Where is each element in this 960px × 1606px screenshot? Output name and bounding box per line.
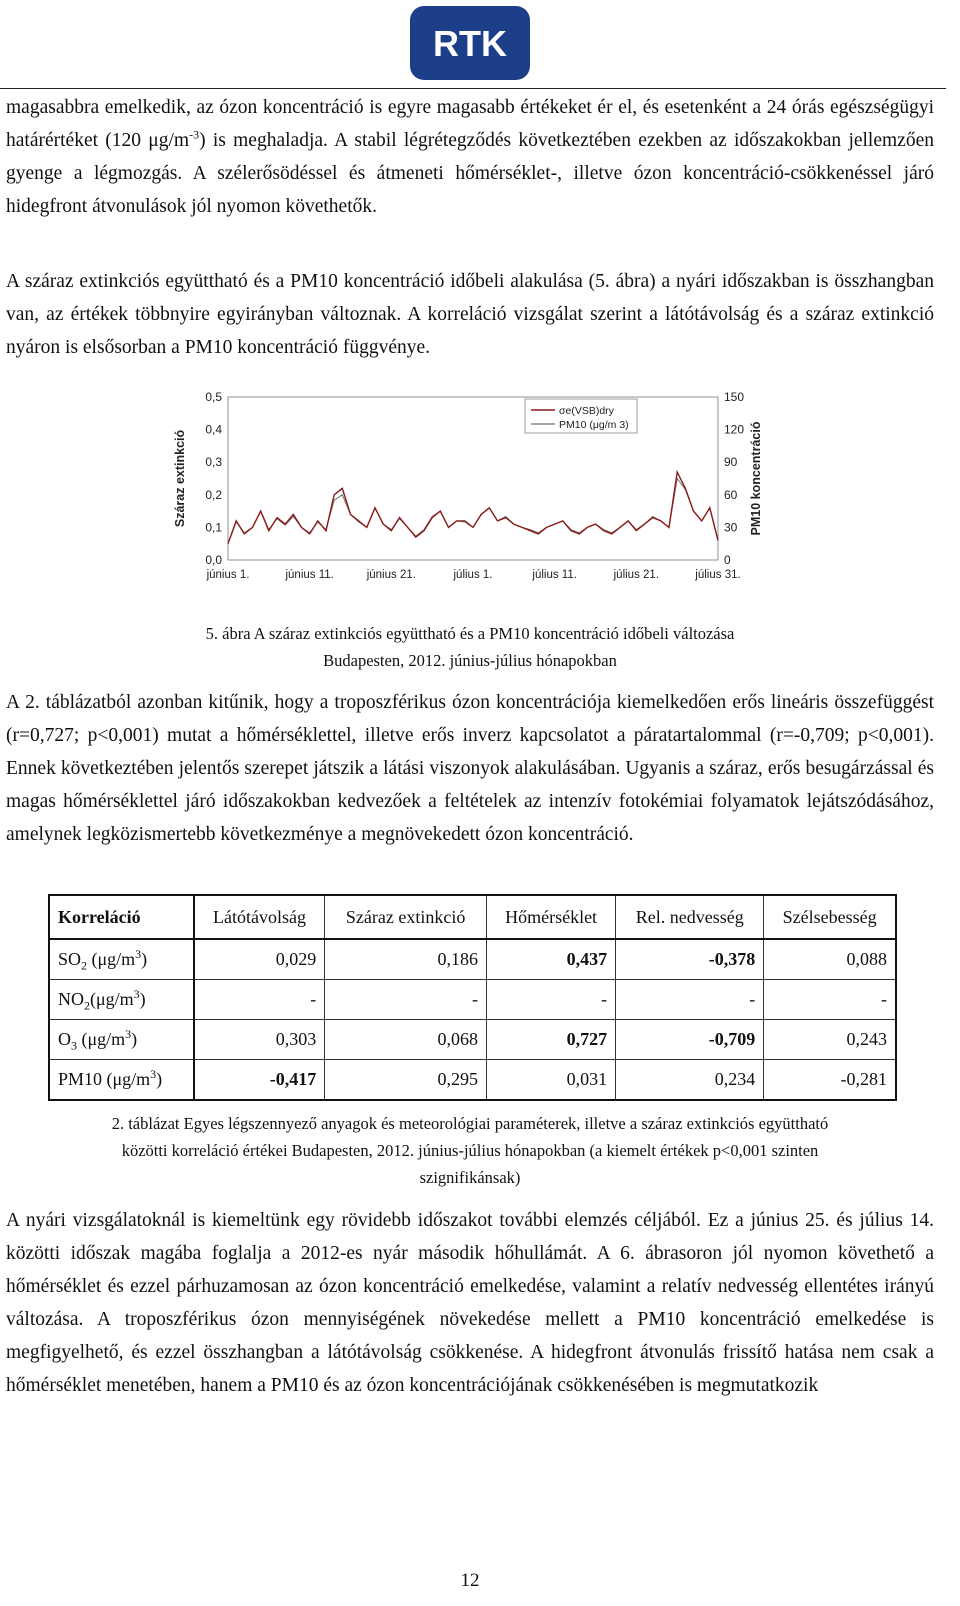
row-label-base: PM10 (μg/m <box>58 1069 151 1089</box>
table-header-cell: Szélsebesség <box>764 895 896 939</box>
table-cell: 0,088 <box>764 939 896 980</box>
row-label-sup: 3 <box>125 1027 132 1041</box>
figure-caption-line-1: 5. ábra A száraz extinkciós együttható és a PM10 koncentráció időbeli változása <box>205 624 735 643</box>
row-label-unit: (μg/m <box>87 949 136 969</box>
y-tick-label: 0,1 <box>205 520 222 535</box>
table-row <box>49 1020 896 1060</box>
row-label-end: ) <box>131 1029 138 1049</box>
table-cell: - <box>616 980 764 1020</box>
row-label-no2 <box>49 980 194 1020</box>
table-cell: -0,709 <box>616 1020 764 1060</box>
table-row <box>49 939 896 980</box>
extinction-pm10-chart <box>170 385 770 590</box>
table-header-cell: Látótávolság <box>194 895 325 939</box>
row-label-so2 <box>49 939 194 980</box>
paragraph-1 <box>6 91 934 223</box>
table-cell: 0,243 <box>764 1020 896 1060</box>
header-rule <box>0 88 946 89</box>
y-tick-label: 0,4 <box>205 422 222 437</box>
row-label-end: ) <box>156 1069 163 1089</box>
x-tick-label: július 11. <box>532 569 577 581</box>
x-tick-label: július 1. <box>453 569 493 581</box>
table-cell: 0,031 <box>487 1060 616 1101</box>
table-caption-line-3: szignifikánsak) <box>419 1168 521 1187</box>
table-cell: 0,303 <box>194 1020 325 1060</box>
row-label-unit: (μg/m <box>90 989 134 1009</box>
plot-area <box>228 397 718 560</box>
table-cell: 0,186 <box>325 939 487 980</box>
correlation-table <box>48 894 897 1101</box>
row-label-sup: 3 <box>150 1067 157 1081</box>
figure-caption-line-2: Budapesten, 2012. június-július hónapokban <box>323 651 617 670</box>
row-label-base: SO <box>58 949 82 969</box>
table-caption-line-1: 2. táblázat Egyes légszennyező anyagok és meteorológiai paraméterek, illetve a száraz extinkciós együttható <box>111 1114 829 1133</box>
x-tick-label: június 21. <box>366 569 416 581</box>
paragraph-4: A nyári vizsgálatoknál is kiemeltünk egy rövidebb időszakot további elemzés céljából. Ez a június 25. és július 14. közötti időszak magába foglalja a 2012-es nyár második hőhullámát. A 6. ábrasoron jól nyomon követhető a hőmérséklet és ezzel párhuzamosan az ózon koncentráció emelkedése, valamint a relatív nedvesség ellentétes irányú változása. A troposzférikus ózon mennyiségének növekedése mellett a PM10 koncentráció emelkedése is megfigyelhető, és ezzel összhangban a látótávolság csökkenése. A hidegfront átvonulás frissítő hatása nem csak a hőmérséklet menetében, hanem a PM10 és az ózon koncentrációjának csökkenésében is megmutatkozik <box>6 1210 934 1396</box>
table-header-cell: Száraz extinkció <box>325 895 487 939</box>
x-tick-label: július 31. <box>695 569 741 581</box>
y-tick-label: 0,0 <box>205 553 222 567</box>
table-cell: 0,068 <box>325 1020 487 1060</box>
table-cell: 0,727 <box>487 1020 616 1060</box>
table-caption <box>30 1110 910 1191</box>
table-cell: - <box>325 980 487 1020</box>
y2-axis-title: PM10 koncentráció <box>749 421 763 536</box>
legend-label-extinction: σe(VSB)dry <box>559 405 614 417</box>
table-header-cell: Hőmérséklet <box>487 895 616 939</box>
table-header-cell: Korreláció <box>49 895 194 939</box>
paragraph-1-text-a: magasabbra emelkedik, az ózon koncentráció is egyre magasabb értékeket ér el, és esetenként a 24 órás egészségügyi határértéket (120 μg/m <box>6 97 934 151</box>
rtk-logo <box>410 6 530 80</box>
table-row <box>49 980 896 1020</box>
table-cell: -0,378 <box>616 939 764 980</box>
x-tick-label: június 1. <box>206 569 250 581</box>
row-label-end: ) <box>141 949 148 969</box>
row-label-sup: 3 <box>135 947 142 961</box>
legend-label-pm10: PM10 (μg/m 3) <box>559 419 629 431</box>
table-header-row <box>49 895 896 939</box>
table-cell: 0,234 <box>616 1060 764 1101</box>
logo-text: RTK <box>433 23 507 64</box>
y2-tick-label: 60 <box>724 487 738 502</box>
table-cell: 0,295 <box>325 1060 487 1101</box>
x-tick-label: június 11. <box>285 569 334 581</box>
row-label-pm10 <box>49 1060 194 1101</box>
table-cell: - <box>764 980 896 1020</box>
y2-tick-label: 0 <box>724 553 731 567</box>
row-label-o3 <box>49 1020 194 1060</box>
y-tick-label: 0,5 <box>205 390 222 404</box>
row-label-base: NO <box>58 989 84 1009</box>
table-row <box>49 1060 896 1101</box>
y2-tick-label: 150 <box>724 390 745 404</box>
table-caption-line-2: közötti korreláció értékei Budapesten, 2012. június-július hónapokban (a kiemelt értékek p<0,001 szinten <box>121 1141 819 1160</box>
table-cell: 0,437 <box>487 939 616 980</box>
paragraph-3: A 2. táblázatból azonban kitűnik, hogy a troposzférikus ózon koncentrációja kiemelkedően erős lineáris összefüggést (r=0,727; p<0,001) mutat a hőmérséklettel, illetve erős inverz kapcsolatot a páratartalommal (r=-0,709; p<0,001). Ennek következtében jelentős szerepet játszik a látási viszonyok alakulásában. Ugyanis a száraz, erős besugárzással és magas hőmérséklettel járó időszakokban kedvezőek a feltételek az intenzív fotokémiai folyamatok lejátszódásához, amelynek legközismertebb következménye a megnövekedett ózon koncentráció. <box>6 692 934 845</box>
row-label-unit: (μg/m <box>77 1029 126 1049</box>
table-header-cell: Rel. nedvesség <box>616 895 764 939</box>
y-axis-title: Száraz extinkció <box>173 429 187 528</box>
y2-tick-label: 120 <box>724 422 745 437</box>
y2-tick-label: 30 <box>724 520 738 535</box>
paragraph-1-text-b: ) is meghaladja. A stabil légrétegződés következtében ezekben az időszakokban jellemzően gyenge a légmozgás. A szélerősödéssel és átmeneti hőmérséklet-, illetve ózon koncentráció-csökkenéssel járó hidegfront átvonulások jól nyomon követhetők. <box>6 130 934 217</box>
y2-tick-label: 90 <box>724 455 738 470</box>
row-label-end: ) <box>139 989 146 1009</box>
page-number: 12 <box>460 1570 480 1591</box>
paragraph-2: A száraz extinkciós együttható és a PM10 koncentráció időbeli alakulása (5. ábra) a nyári időszakban is összhangban van, az értékek többnyire egyirányban változnak. A korreláció vizsgálat szerint a látótávolság és a száraz extinkció nyáron is elsősorban a PM10 koncentráció függvénye. <box>6 271 934 358</box>
table-cell: -0,417 <box>194 1060 325 1101</box>
row-label-sub: 3 <box>71 1038 77 1053</box>
row-label-base: O <box>58 1029 71 1049</box>
table-cell: - <box>194 980 325 1020</box>
table-cell: -0,281 <box>764 1060 896 1101</box>
table-cell: - <box>487 980 616 1020</box>
row-label-sup: 3 <box>133 987 140 1001</box>
figure-caption <box>30 620 910 674</box>
row-label-sub: 2 <box>81 958 88 973</box>
y-tick-label: 0,3 <box>205 455 222 470</box>
row-label-sub: 2 <box>84 998 90 1013</box>
paragraph-1-sup: -3 <box>189 127 200 142</box>
y-tick-label: 0,2 <box>205 487 222 502</box>
x-tick-label: július 21. <box>613 569 660 581</box>
table-cell: 0,029 <box>194 939 325 980</box>
